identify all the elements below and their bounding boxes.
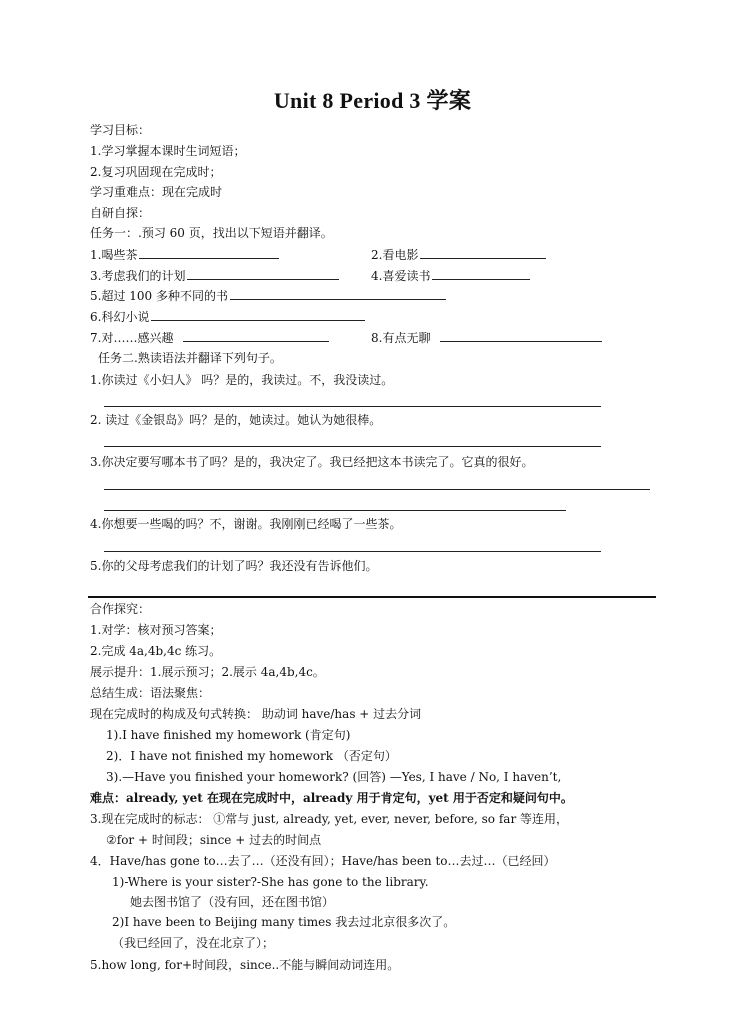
phrase-3-blank[interactable]	[187, 267, 339, 280]
sentence-4: 4.你想要一些喝的吗？不，谢谢。我刚刚已经喝了一些茶。	[90, 517, 402, 531]
example-3: 3).—Have you finished your homework? (回答) —Yes, I have / No, I haven’t,	[106, 770, 562, 784]
summary-heading: 总结生成：语法聚焦：	[90, 686, 211, 700]
phrase-6-label: 6.科幻小说	[90, 310, 150, 324]
phrase-6	[90, 308, 365, 325]
phrase-7	[90, 329, 329, 346]
sentence-3-answer-line-1[interactable]	[104, 489, 650, 490]
phrase-4-blank[interactable]	[432, 267, 530, 280]
gone-example: 1)-Where is your sister?-She has gone to the library.	[112, 875, 429, 889]
been-example: 2)I have been to Beijing many times 我去过北京很多次了。	[112, 915, 456, 929]
sentence-3: 3.你决定要写哪本书了吗？是的，我决定了。我已经把这本书读完了。它真的很好。	[90, 455, 534, 469]
phrase-4-label: 4.喜爱读书	[371, 269, 431, 283]
phrase-8-blank[interactable]	[440, 329, 602, 342]
phrase-2	[371, 246, 546, 263]
sentence-2-answer-line[interactable]	[104, 446, 601, 447]
example-2: 2)．I have not finished my homework （否定句）	[106, 749, 397, 763]
key-point: 学习重难点：现在完成时	[90, 185, 223, 199]
sentence-1: 1.你读过《小妇人》 吗？是的，我读过。不，我没读过。	[90, 373, 394, 387]
sentence-2: 2. 读过《金银岛》吗？是的，她读过。她认为她很棒。	[90, 413, 382, 427]
phrase-6-blank[interactable]	[151, 308, 365, 321]
coop-item-1: 1.对学：核对预习答案；	[90, 623, 222, 637]
signs-line-1: 3.现在完成时的标志： ①常与 just, already, yet, ever, never, before, so far 等连用，	[90, 812, 568, 826]
task2-heading: 任务二.熟读语法并翻译下列句子。	[98, 351, 282, 365]
sentence-1-answer-line[interactable]	[104, 406, 601, 407]
difficulty-note: 难点：already, yet 在现在完成时中，already 用于肯定句，yet 用于否定和疑问句中。	[90, 791, 573, 805]
phrase-2-blank[interactable]	[420, 246, 546, 259]
phrase-3-label: 3.考虑我们的计划	[90, 269, 186, 283]
phrase-5-label: 5.超过 100 多种不同的书	[90, 289, 228, 303]
example-1: 1).I have finished my homework (肯定句)	[106, 728, 351, 742]
objectives-heading: 学习目标：	[90, 123, 151, 137]
phrase-8	[371, 329, 602, 346]
phrase-2-label: 2.看电影	[371, 248, 419, 262]
page-title: Unit 8 Period 3 学案	[273, 88, 472, 113]
phrase-1	[90, 246, 279, 263]
been-example-cn: （我已经回了，没在北京了）；	[112, 936, 275, 950]
phrase-7-label: 7.对……感兴趣	[90, 331, 174, 345]
phrase-7-blank[interactable]	[183, 329, 329, 342]
sentence-3-answer-line-2[interactable]	[104, 510, 566, 511]
structure-note: 现在完成时的构成及句式转换： 助动词 have/has + 过去分词	[90, 707, 422, 721]
phrase-5	[90, 287, 446, 304]
task1-heading: 任务一：.预习 60 页，找出以下短语并翻译。	[90, 226, 333, 240]
phrase-4	[371, 267, 530, 284]
objective-item-2: 2.复习巩固现在完成时；	[90, 165, 222, 179]
phrase-8-label: 8.有点无聊	[371, 331, 431, 345]
gone-been-note: 4．Have/has gone to…去了…（还没有回）；Have/has been to…去过…（已经回）	[90, 854, 556, 868]
coop-heading: 合作探究：	[90, 602, 151, 616]
phrase-5-blank[interactable]	[230, 287, 446, 300]
section-divider	[88, 596, 656, 598]
sentence-5: 5.你的父母考虑我们的计划了吗？我还没有告诉他们。	[90, 559, 378, 573]
phrase-1-label: 1.喝些茶	[90, 248, 138, 262]
phrase-1-blank[interactable]	[139, 246, 279, 259]
gone-example-cn: 她去图书馆了（没有回，还在图书馆）	[130, 895, 335, 909]
signs-line-2: ②for + 时间段；since + 过去的时间点	[106, 833, 322, 847]
sentence-4-answer-line[interactable]	[104, 551, 601, 552]
objective-item-1: 1.学习掌握本课时生词短语；	[90, 144, 246, 158]
how-long-note: 5.how long, for+时间段，since..不能与瞬间动词连用。	[90, 958, 400, 972]
coop-item-2: 2.完成 4a,4b,4c 练习。	[90, 644, 222, 658]
show-improve: 展示提升：1.展示预习；2.展示 4a,4b,4c。	[90, 665, 325, 679]
phrase-3	[90, 267, 339, 284]
self-study-heading: 自研自探：	[90, 206, 151, 220]
